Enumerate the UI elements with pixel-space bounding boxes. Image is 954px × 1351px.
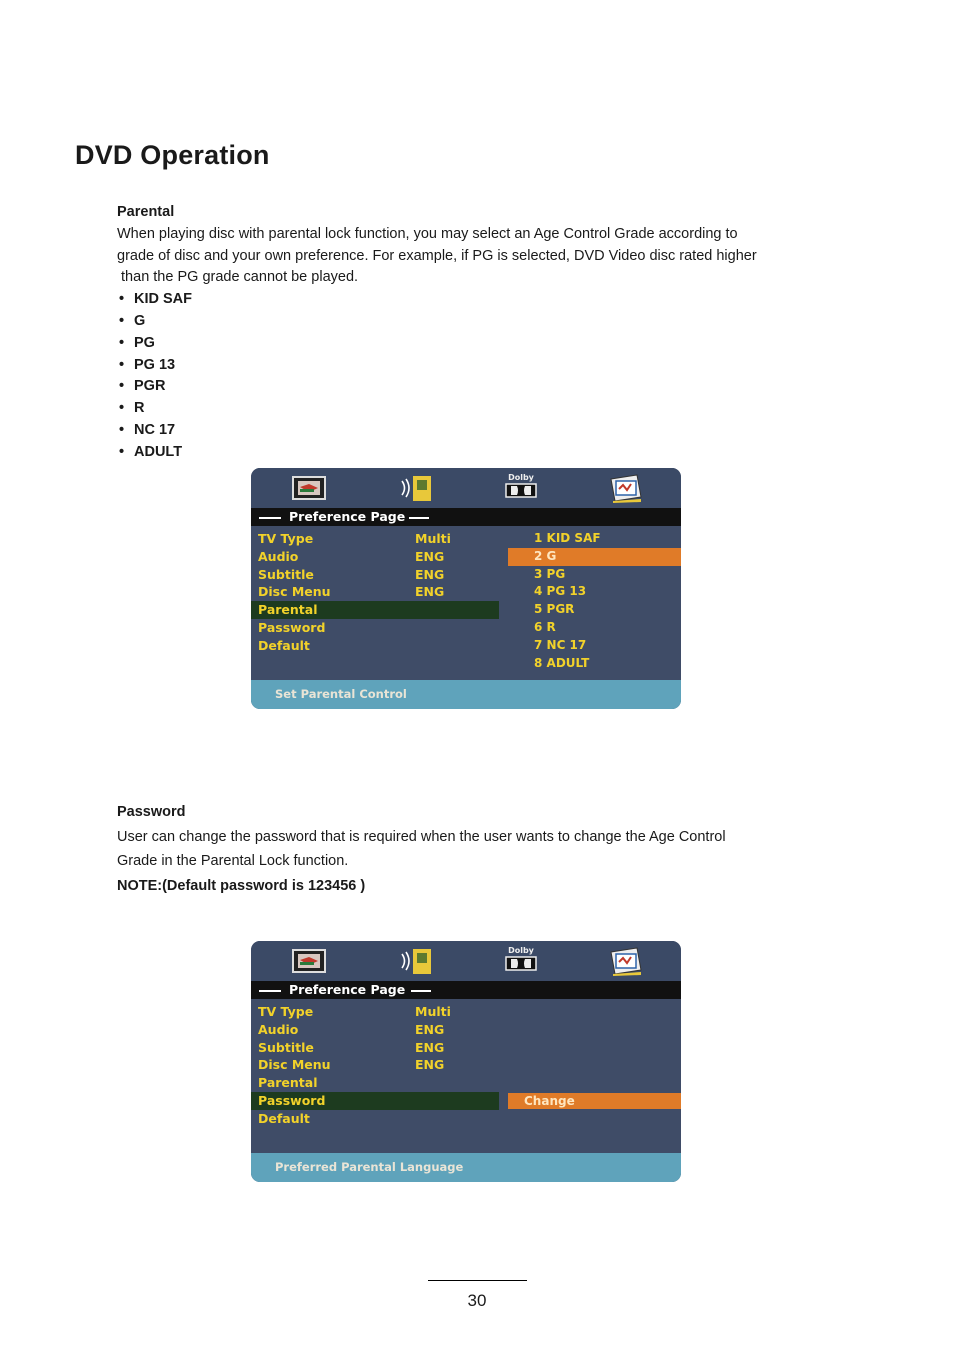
menu-item-label: Subtitle — [258, 566, 314, 582]
grade-option[interactable] — [508, 619, 681, 637]
menu-item-label: Default — [258, 1110, 310, 1126]
menu-item-label: Audio — [258, 1021, 299, 1037]
parental-line: When playing disc with parental lock function, you may select an Age Control Grade according to — [117, 225, 738, 242]
menu-item-parental[interactable] — [251, 1074, 681, 1092]
dolby-label: Dolby — [508, 946, 534, 955]
grade-item: • PGR — [119, 376, 757, 398]
tv-settings-icon[interactable] — [291, 946, 327, 976]
page-number: 30 — [467, 1291, 487, 1310]
menu-item-disc-menu[interactable] — [251, 1056, 681, 1074]
menu-item-label: TV Type — [258, 1004, 314, 1019]
dolby-logo-icon — [503, 955, 539, 971]
menu-item-label: Password — [258, 1092, 326, 1108]
grade-option[interactable] — [508, 655, 681, 673]
grade-item: • R — [119, 398, 757, 420]
menu-item-value: ENG — [415, 566, 445, 582]
grade-item: • PG — [119, 333, 757, 355]
menu-item-label: Disc Menu — [258, 1057, 331, 1073]
dolby-icon[interactable] — [503, 473, 539, 502]
grade-option[interactable] — [508, 637, 681, 655]
default-password-note: NOTE:(Default password is 123456 ) — [117, 877, 366, 894]
menu-item-subtitle[interactable] — [251, 1039, 681, 1057]
menu-item-default[interactable] — [251, 1110, 681, 1128]
menu-item-value: Multi — [415, 1004, 451, 1019]
osd-hint-text: Preferred Parental Language — [275, 1160, 464, 1174]
audio-settings-icon[interactable] — [399, 473, 435, 503]
password-osd-menu — [251, 941, 681, 1182]
parental-grade-options — [508, 530, 681, 672]
menu-item-label: Default — [258, 637, 310, 653]
osd-title: Preference Page — [289, 982, 406, 997]
change-password-button[interactable] — [508, 1093, 681, 1109]
parental-heading: Parental — [117, 204, 175, 220]
title-dash — [259, 517, 281, 519]
grade-list — [117, 289, 757, 463]
parental-line: than the PG grade cannot be played. — [117, 269, 359, 286]
osd-icon-bar — [251, 941, 681, 981]
grade-option-selected[interactable] — [508, 548, 681, 566]
osd-hint-bar — [251, 1153, 681, 1182]
page-title: DVD Operation — [75, 140, 270, 170]
tv-settings-icon[interactable] — [291, 473, 327, 503]
menu-item-value: Multi — [415, 531, 451, 546]
grade-option[interactable] — [508, 601, 681, 619]
grade-item: • ADULT — [119, 442, 757, 464]
menu-item-tv-type[interactable] — [251, 1003, 681, 1021]
password-line: User can change the password that is required when the user wants to change the Age Control — [117, 828, 726, 845]
grade-option-label: 1 KID SAF — [534, 531, 601, 545]
grade-option-label: 5 PGR — [534, 602, 575, 617]
menu-item-label: Password — [258, 619, 326, 635]
password-heading: Password — [117, 804, 186, 820]
menu-item-label: Parental — [258, 1075, 318, 1091]
title-dash — [259, 990, 281, 992]
menu-item-label: TV Type — [258, 531, 314, 546]
dolby-icon[interactable] — [503, 946, 539, 975]
osd-title-bar — [251, 508, 681, 526]
footer-rule — [428, 1280, 527, 1281]
menu-item-value: ENG — [415, 1021, 445, 1037]
dolby-logo-icon — [503, 482, 539, 498]
password-line: Grade in the Parental Lock function. — [117, 853, 349, 869]
menu-item-value: ENG — [415, 548, 445, 564]
menu-item-value: ENG — [415, 1057, 445, 1073]
parental-osd-menu — [251, 468, 681, 709]
audio-settings-icon[interactable] — [399, 946, 435, 976]
dolby-label: Dolby — [508, 473, 534, 482]
menu-item-label: Subtitle — [258, 1039, 314, 1055]
osd-title-bar — [251, 981, 681, 999]
grade-item: • NC 17 — [119, 420, 757, 442]
preference-icon[interactable] — [607, 946, 643, 976]
grade-item: • KID SAF — [119, 289, 757, 311]
grade-option-label: 3 PG — [534, 566, 566, 581]
title-dash — [409, 517, 429, 519]
menu-item-audio[interactable] — [251, 1021, 681, 1039]
change-label: Change — [524, 1094, 575, 1108]
grade-option-label: 4 PG 13 — [534, 584, 587, 599]
preference-icon[interactable] — [607, 473, 643, 503]
title-dash — [411, 990, 431, 992]
grade-option[interactable] — [508, 583, 681, 601]
osd-title: Preference Page — [289, 509, 406, 524]
grade-option-label: 2 G — [534, 548, 557, 563]
grade-option[interactable] — [508, 566, 681, 584]
grade-option-label: 8 ADULT — [534, 655, 590, 670]
grade-option-label: 7 NC 17 — [534, 637, 587, 652]
grade-item: • PG 13 — [119, 355, 757, 377]
menu-item-value: ENG — [415, 584, 445, 600]
parental-section — [117, 202, 757, 464]
osd-hint-text: Set Parental Control — [275, 687, 407, 701]
grade-item: • G — [119, 311, 757, 333]
grade-option[interactable] — [508, 530, 681, 548]
menu-item-label: Disc Menu — [258, 584, 331, 600]
menu-item-label: Audio — [258, 548, 299, 564]
parental-line: grade of disc and your own preference. For example, if PG is selected, DVD Video disc rated higher — [117, 247, 757, 264]
grade-option-label: 6 R — [534, 619, 556, 634]
menu-item-label: Parental — [258, 602, 318, 618]
menu-item-value: ENG — [415, 1039, 445, 1055]
password-section — [117, 800, 726, 898]
osd-hint-bar — [251, 680, 681, 709]
osd-icon-bar — [251, 468, 681, 508]
